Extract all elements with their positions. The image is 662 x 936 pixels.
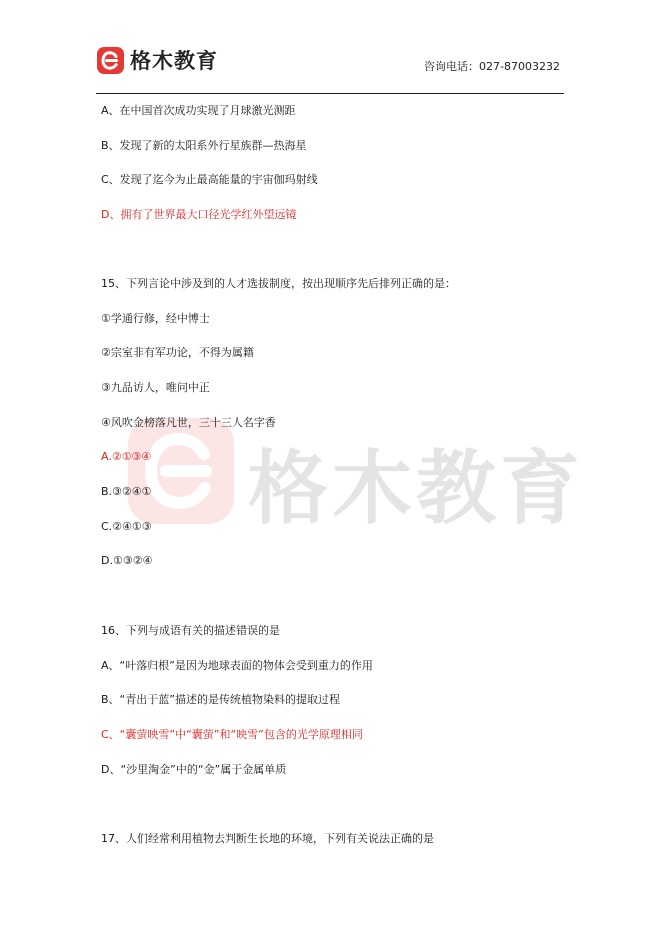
q16-stem: 16、下列与成语有关的描述错误的是 bbox=[101, 624, 280, 637]
q15-item-4: ④风吹金榜落凡世，三十三人名字香 bbox=[101, 416, 276, 429]
q15-option-b: B.③②④① bbox=[101, 485, 152, 498]
q14-option-a: A、在中国首次成功实现了月球激光测距 bbox=[101, 104, 296, 117]
q14-option-d-answer: D、拥有了世界最大口径光学红外望远镜 bbox=[101, 208, 297, 221]
contact-phone: 咨询电话：027-87003232 bbox=[424, 60, 560, 73]
q16-option-c-answer: C、“囊萤映雪”中“囊萤”和“映雪”包含的光学原理相同 bbox=[101, 728, 363, 741]
header-divider bbox=[96, 93, 564, 94]
q15-option-a-answer: A.②①③④ bbox=[101, 450, 152, 463]
watermark-logo-icon bbox=[128, 418, 234, 524]
brand-logo bbox=[97, 44, 218, 76]
q15-option-c: C.②④①③ bbox=[101, 520, 152, 533]
watermark-text: 格木教育 bbox=[248, 442, 584, 535]
q16-option-a: A、“叶落归根”是因为地球表面的物体会受到重力的作用 bbox=[101, 659, 373, 672]
q15-stem: 15、下列言论中涉及到的人才选拔制度，按出现顺序先后排列正确的是： bbox=[101, 277, 456, 290]
q16-option-b: B、“青出于蓝”描述的是传统植物染料的提取过程 bbox=[101, 693, 340, 706]
q17-stem: 17、人们经常利用植物去判断生长地的环境，下列有关说法正确的是 bbox=[101, 832, 434, 845]
q14-option-c: C、发现了迄今为止最高能量的宇宙伽玛射线 bbox=[101, 173, 318, 186]
brand-watermark bbox=[128, 418, 584, 535]
q15-item-2: ②宗室非有军功论，不得为属籍 bbox=[101, 346, 254, 359]
brand-name: 格木教育 bbox=[130, 49, 218, 73]
brand-logo-icon bbox=[97, 47, 124, 74]
q15-item-1: ①学通行修，经中博士 bbox=[101, 312, 210, 325]
page-header bbox=[0, 0, 662, 100]
q15-option-d: D.①③②④ bbox=[101, 554, 153, 567]
q15-item-3: ③九品访人，唯问中正 bbox=[101, 381, 210, 394]
q14-option-b: B、发现了新的太阳系外行星族群—热海星 bbox=[101, 139, 307, 152]
q16-option-d: D、“沙里淘金”中的“金”属于金属单质 bbox=[101, 763, 287, 776]
